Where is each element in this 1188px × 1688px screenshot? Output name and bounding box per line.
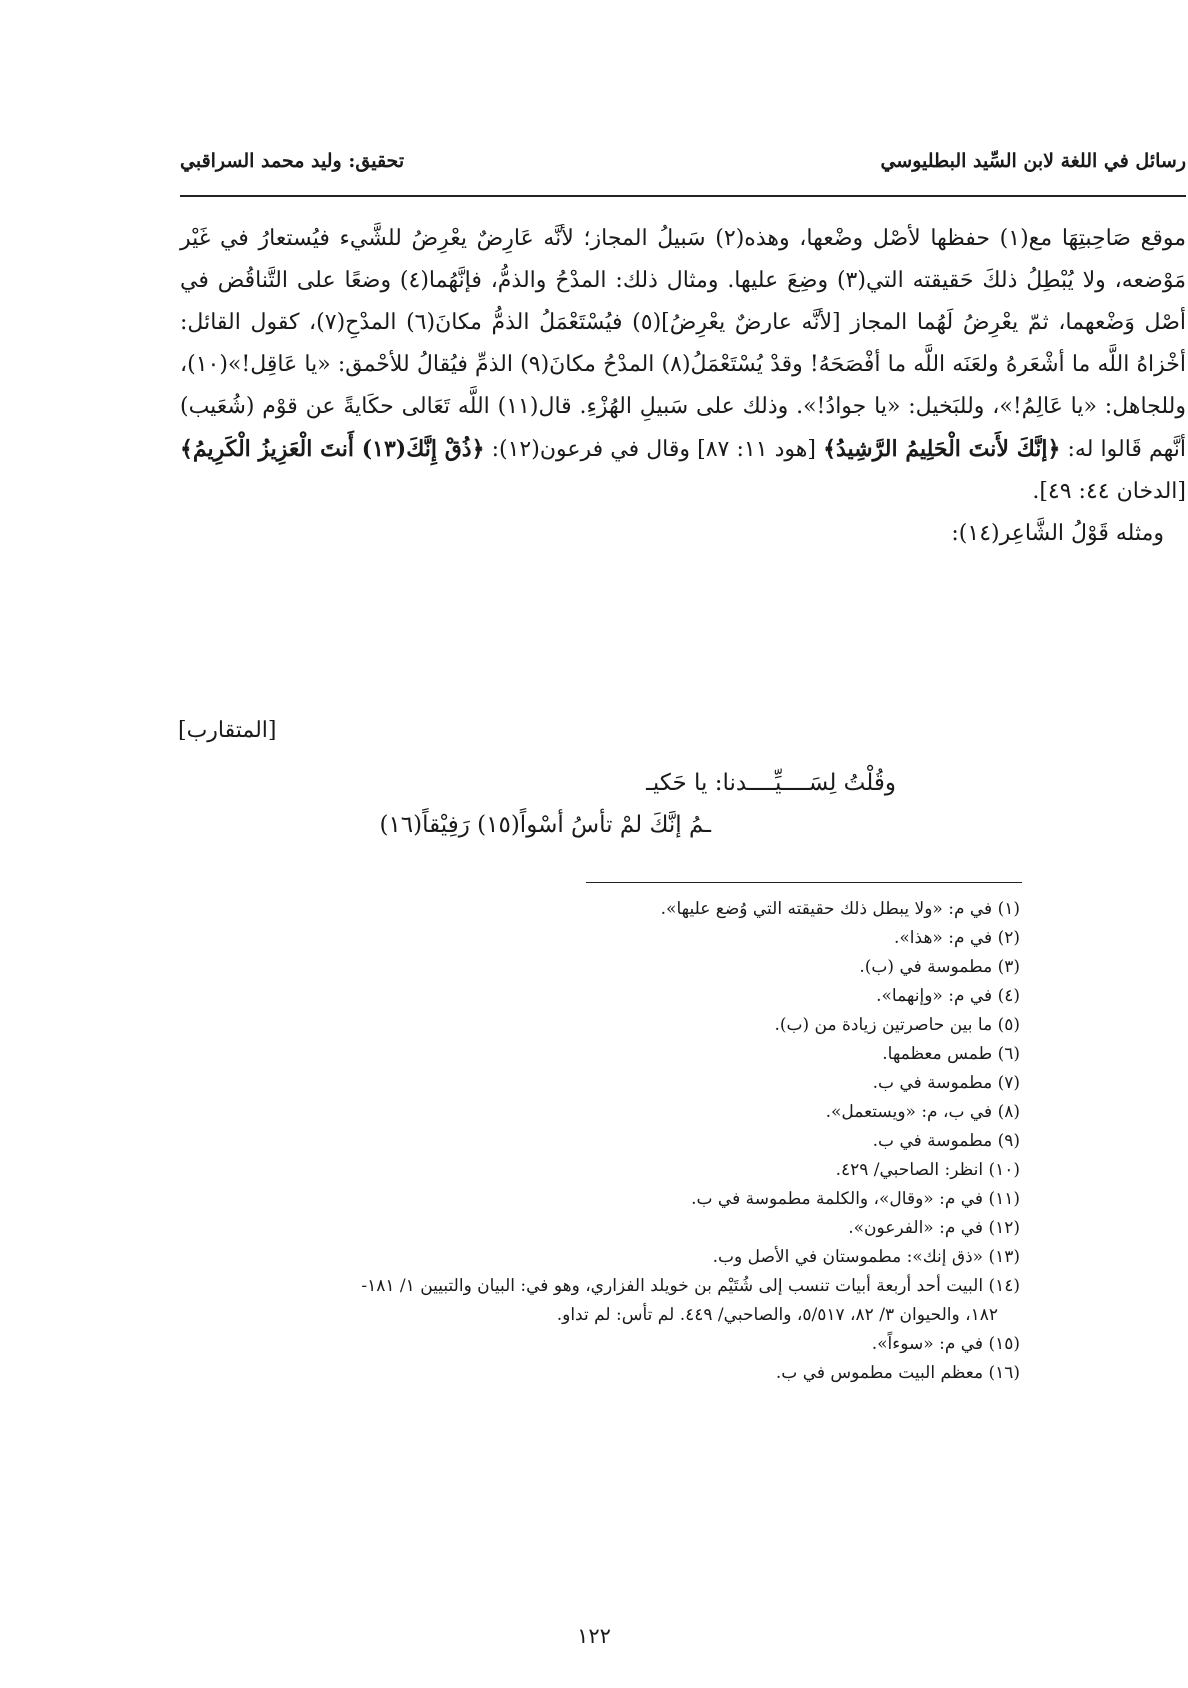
quran-quote-2: ﴿ذُقْ إِنَّكَ(١٣) أَنتَ الْعَزِيزُ الْكَرِيمُ﴾ bbox=[180, 436, 485, 462]
running-header bbox=[180, 150, 1186, 186]
paragraph-text: موقع صَاحِبتِهَا مع(١) حفظها لأصْل وضْعها، وهذه(٢) سَبيلُ المجاز؛ لأنَّه عَارِضٌ يعْرِضُ للشَّيء فيُستعارُ في غَيْر مَوْضعه، ولا يُبْطِلُ ذلكَ حَقيقته التي(٣) وضِعَ عليها. ومثال ذلك: المدْحُ والذمُّ، فإنَّهُما(٤) وضعًا على التَّناقُض في أصْل وَضْعهما، ثمّ يعْرِضُ لَهُما المجاز [لأنَّه عارضٌ يعْرِضُ](٥) فيُسْتَعْمَلُ الذمُّ مكانَ(٦) المدْحِ(٧)، كقول القائل: أخْزاهُ اللَّه ما أشْعَرهُ ولعَنَه اللَّه ما أفْصَحَهُ! وقدْ يُسْتَعْمَلُ(٨) المدْحُ مكانَ(٩) الذمِّ فيُقالُ للأحْمق: «يا عَاقِل!»(١٠)، وللجاهل: «يا عَالِمُ!»، وللبَخيل: «يا جوادُ!». وذلك على سَبيلِ الهُزْءِ. قال(١١) اللَّه تَعَالى حكَايةً عن قوْم (شُعَيب) أنَّهم قَالوا له: bbox=[180, 226, 1187, 462]
footnote: (٤) في م: «وإنهما». bbox=[876, 986, 1020, 1006]
page-number: ١٢٢ bbox=[577, 1624, 611, 1648]
header-rule bbox=[180, 195, 1186, 197]
book-title: رسائل في اللغة لابن السِّيد البطليوسي bbox=[880, 150, 1186, 172]
footnote-14 bbox=[180, 1272, 1020, 1330]
footnote: (٥) ما بين حاصرتين زيادة من (ب). bbox=[774, 1015, 1020, 1035]
footnote: (١٥) في م: «سوءاً». bbox=[871, 1334, 1020, 1354]
footnotes bbox=[180, 895, 1020, 1388]
footnote: (١٦) معظم البيت مطموس في ب. bbox=[775, 1363, 1020, 1383]
verse-hemistich-2: ـمُ إنَّكَ لمْ تأسُ أسْواً(١٥) رَفِيْقاً(١٦) bbox=[379, 812, 711, 838]
footnote: (١٢) في م: «الفرعون». bbox=[848, 1218, 1020, 1238]
paragraph-main bbox=[180, 218, 1186, 513]
editor-credit: تحقيق: وليد محمد السراقبي bbox=[180, 150, 405, 172]
main-text bbox=[180, 218, 1186, 555]
poem-meter: [المتقارب] bbox=[178, 718, 277, 743]
paragraph-mid: وقال في فرعون(١٢): bbox=[491, 437, 691, 462]
quran-quote-1: ﴿إنَّكَ لأَنتَ الْحَلِيمُ الرَّشِيدُ﴾ bbox=[823, 436, 1061, 462]
quran-ref-2: [الدخان ٤٤: ٤٩]. bbox=[1032, 479, 1186, 504]
footnote: (١) في م: «ولا يبطل ذلك حقيقته التي وُضع عليها». bbox=[660, 899, 1020, 919]
footnote: (١٠) انظر: الصاحبي/ ٤٢٩. bbox=[835, 1160, 1020, 1180]
verse-hemistich-1: وقُلْتُ لِسَــــيِّــــدنا: يا حَكيـ bbox=[646, 770, 896, 796]
footnote: (٣) مطموسة في (ب). bbox=[859, 957, 1020, 977]
footnote: (٦) طمس معظمها. bbox=[882, 1044, 1020, 1064]
footnote: (٨) في ب، م: «ويستعمل». bbox=[825, 1102, 1020, 1122]
footnote: (٧) مطموسة في ب. bbox=[872, 1073, 1020, 1093]
footnote: (١٣) «ذق إنك»: مطموستان في الأصل وب. bbox=[712, 1247, 1020, 1267]
footnote: (٢) في م: «هذا». bbox=[894, 928, 1020, 948]
poem-intro: ومثله قَوْلُ الشَّاعِر(١٤): bbox=[951, 521, 1164, 546]
footnote-14-line-1: (١٤) البيت أحد أربعة أبيات تنسب إلى شُتَيْم بن خويلد الفزاري، وهو في: البيان والتبيين ١/ ١٨١- bbox=[361, 1276, 1020, 1296]
footnote-14-line-2: ١٨٢، والحيوان ٣/ ٨٢، ٥/٥١٧، والصاحبي/ ٤٤٩. لم تأس: لم تداو. bbox=[556, 1305, 998, 1325]
quran-ref-1: [هود ١١: ٨٧] bbox=[697, 437, 816, 462]
footnote: (٩) مطموسة في ب. bbox=[872, 1131, 1020, 1151]
footnote-rule bbox=[586, 882, 1022, 883]
footnote: (١١) في م: «وقال»، والكلمة مطموسة في ب. bbox=[691, 1189, 1020, 1209]
